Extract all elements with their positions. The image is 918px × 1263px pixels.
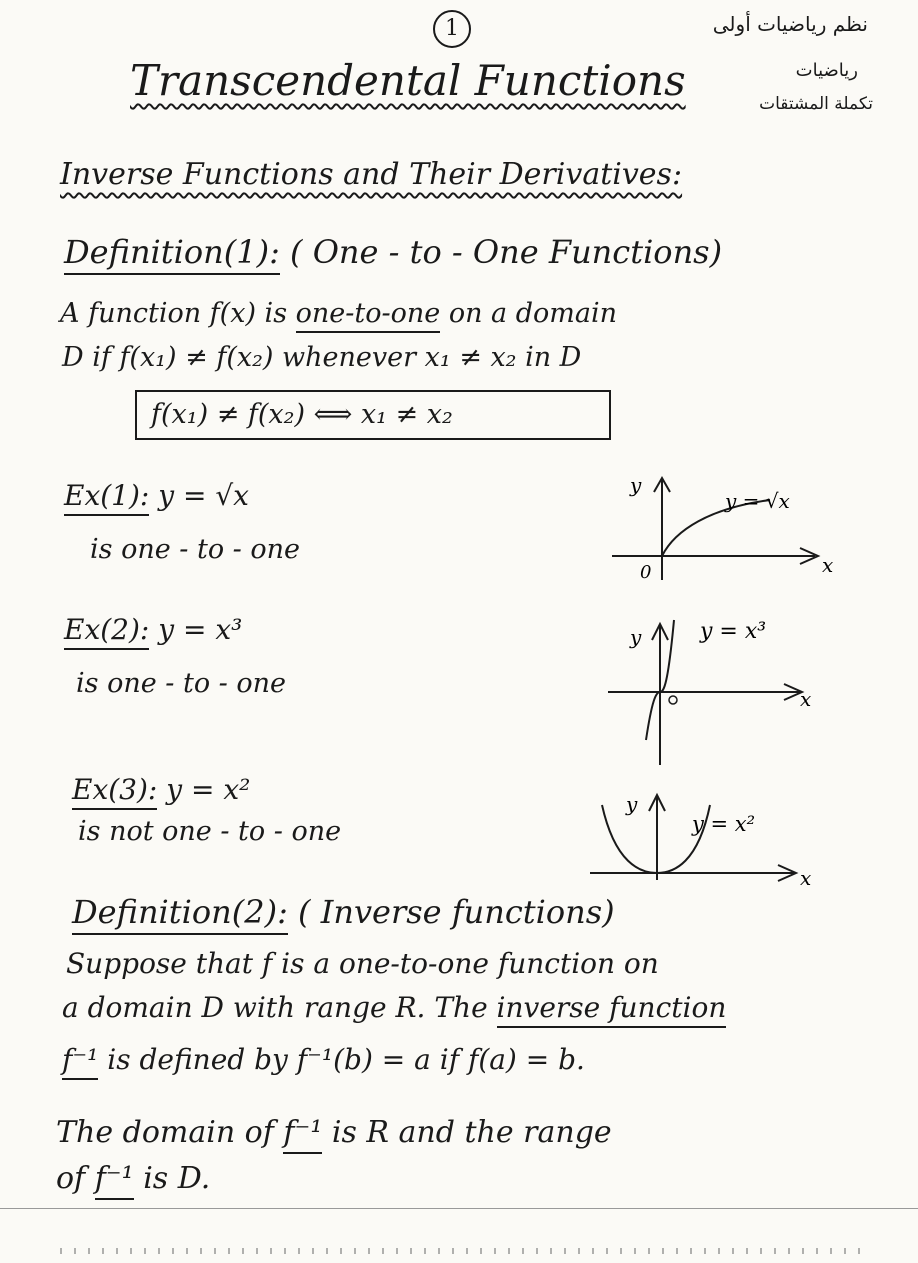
definition2-line5-a: of	[56, 1161, 95, 1196]
example1-label: Ex(1):	[64, 479, 149, 516]
example2-text: is one - to - one	[76, 668, 287, 699]
definition2-line2-b: inverse function	[497, 991, 727, 1028]
example3-graph	[580, 785, 840, 895]
definition1-line1-a: A function f(x) is	[60, 298, 296, 329]
definition2-line4-b: f⁻¹	[283, 1115, 322, 1154]
graph2-y-label: y	[630, 625, 642, 649]
definition1-line1	[60, 300, 617, 327]
definition1-line1-c: on a domain	[440, 298, 618, 329]
definition2-line5-c: is D.	[133, 1161, 211, 1196]
example3-equation: y = x²	[166, 773, 251, 806]
definition2-line5	[56, 1161, 211, 1196]
definition2-name: ( Inverse functions)	[298, 893, 615, 931]
graph2-x-label: x	[800, 687, 812, 711]
definition1-name: ( One - to - One Functions)	[290, 233, 723, 271]
definition2-label: Definition(2):	[72, 893, 288, 935]
example3-text: is not one - to - one	[78, 816, 342, 847]
example1-graph	[600, 470, 840, 585]
graph3-x-label: x	[800, 866, 812, 890]
arabic-header-3: تكملة المشتقات	[759, 94, 873, 114]
graph1-curve-label: y = √x	[725, 489, 790, 513]
arabic-header-1: نظم رياضيات أولى	[712, 12, 868, 36]
section-heading: Inverse Functions and Their Derivatives:	[60, 157, 683, 192]
graph1-x-label: x	[822, 553, 834, 577]
example1-text: is one - to - one	[90, 534, 301, 565]
origin-marker	[669, 696, 677, 704]
arabic-header-2: رياضيات	[795, 60, 858, 81]
definition2-line1: Suppose that f is a one-to-one function on	[66, 947, 659, 980]
definition2-line4-c: is R and the range	[322, 1115, 612, 1150]
definition1-line1-b: one-to-one	[296, 298, 441, 333]
graph2-curve-label: y = x³	[700, 619, 767, 644]
definition1-label: Definition(1):	[64, 233, 280, 275]
definition2-line3-b: is defined by f⁻¹(b) = a if f(a) = b.	[98, 1043, 585, 1076]
example2-equation: y = x³	[158, 613, 243, 646]
page-divider	[0, 1208, 918, 1209]
example2-label: Ex(2):	[64, 613, 149, 650]
definition2-line3-a: f⁻¹	[62, 1043, 98, 1080]
page-number: 1	[433, 10, 471, 48]
definition2-line2-a: a domain D with range R. The	[62, 991, 497, 1024]
graph1-y-label: y	[630, 473, 642, 497]
definition2-line4-a: The domain of	[56, 1115, 284, 1150]
definition1-line2: D if f(x₁) ≠ f(x₂) whenever x₁ ≠ x₂ in D	[62, 342, 582, 373]
scan-artifact	[60, 1248, 860, 1254]
boxed-equivalence-text: f(x₁) ≠ f(x₂) ⟺ x₁ ≠ x₂	[151, 399, 453, 430]
definition2-line3	[62, 1043, 585, 1076]
example3-label: Ex(3):	[72, 773, 157, 810]
example2-graph	[600, 600, 840, 770]
graph3-curve-label: y = x²	[692, 812, 756, 836]
definition2-line2	[62, 991, 727, 1024]
example1-equation: y = √x	[158, 479, 249, 512]
boxed-equivalence	[135, 390, 611, 440]
page-title: Transcendental Functions	[130, 56, 686, 105]
definition2-line4	[56, 1115, 612, 1150]
graph3-y-label: y	[626, 792, 638, 816]
definition2-line5-b: f⁻¹	[95, 1161, 134, 1200]
graph1-origin: 0	[640, 562, 652, 583]
